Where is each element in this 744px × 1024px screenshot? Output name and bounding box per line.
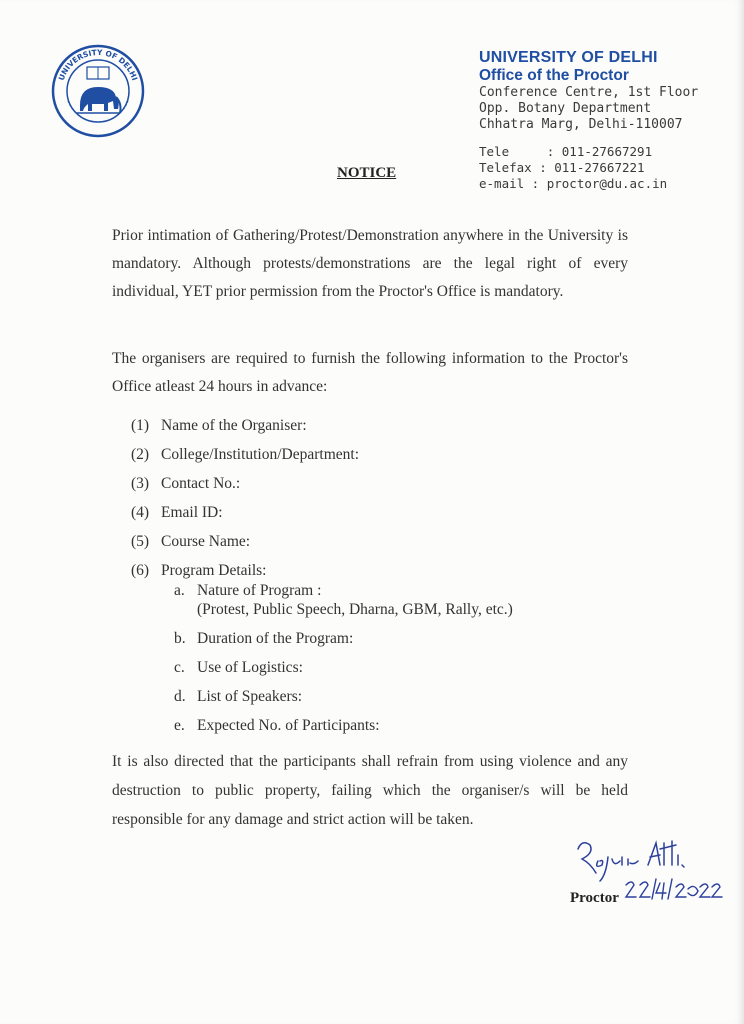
list-item: e. Expected No. of Participants:: [174, 717, 380, 734]
program-details-list: [174, 581, 513, 745]
address-line: Chhatra Marg, Delhi-110007: [479, 117, 683, 132]
telephone-line: Tele : 011-27667291: [479, 144, 653, 159]
office-name: Office of the Proctor: [479, 67, 629, 84]
letterhead: [479, 48, 729, 133]
list-item: (1) Name of the Organiser:: [131, 417, 307, 434]
paragraph: Prior intimation of Gathering/Protest/Demonstration anywhere in the University is mandatory. Although protests/demonstrations are the legal right of every individual, YET prior permission from the Proctor's Office is mandatory.: [112, 227, 628, 300]
list-item: a. Nature of Program : (Protest, Public Speech, Dharna, GBM, Rally, etc.): [174, 582, 513, 618]
information-list: [131, 412, 359, 586]
contact-details: [479, 144, 667, 192]
list-item: d. List of Speakers:: [174, 688, 303, 705]
list-item: b. Duration of the Program:: [174, 630, 354, 647]
notice-title: NOTICE: [337, 165, 397, 181]
signatory-designation: Proctor: [570, 890, 619, 906]
paragraph: It is also directed that the participants shall refrain from using violence and any destruction to public property, failing which the organiser/s will be held responsible for any damage and strict action will be taken.: [112, 753, 628, 828]
list-item: (6) Program Details:: [131, 562, 267, 579]
list-item: (3) Contact No.:: [131, 475, 241, 492]
list-item: c. Use of Logistics:: [174, 659, 303, 676]
university-name: UNIVERSITY OF DELHI: [479, 49, 658, 66]
email-line: e-mail : proctor@du.ac.in: [479, 176, 668, 191]
list-item: (5) Course Name:: [131, 533, 251, 550]
svg-text:UNIVERSITY OF DELHI: UNIVERSITY OF DELHI: [56, 47, 140, 82]
address-line: Opp. Botany Department: [479, 101, 652, 116]
telefax-line: Telefax : 011-27667221: [479, 160, 645, 175]
list-item: (4) Email ID:: [131, 504, 223, 521]
paragraph: The organisers are required to furnish the following information to the Proctor's Office atleast 24 hours in advance:: [112, 350, 628, 395]
university-seal-icon: [50, 43, 146, 139]
list-item: (2) College/Institution/Department:: [131, 446, 360, 463]
address-line: Conference Centre, 1st Floor: [479, 85, 699, 100]
